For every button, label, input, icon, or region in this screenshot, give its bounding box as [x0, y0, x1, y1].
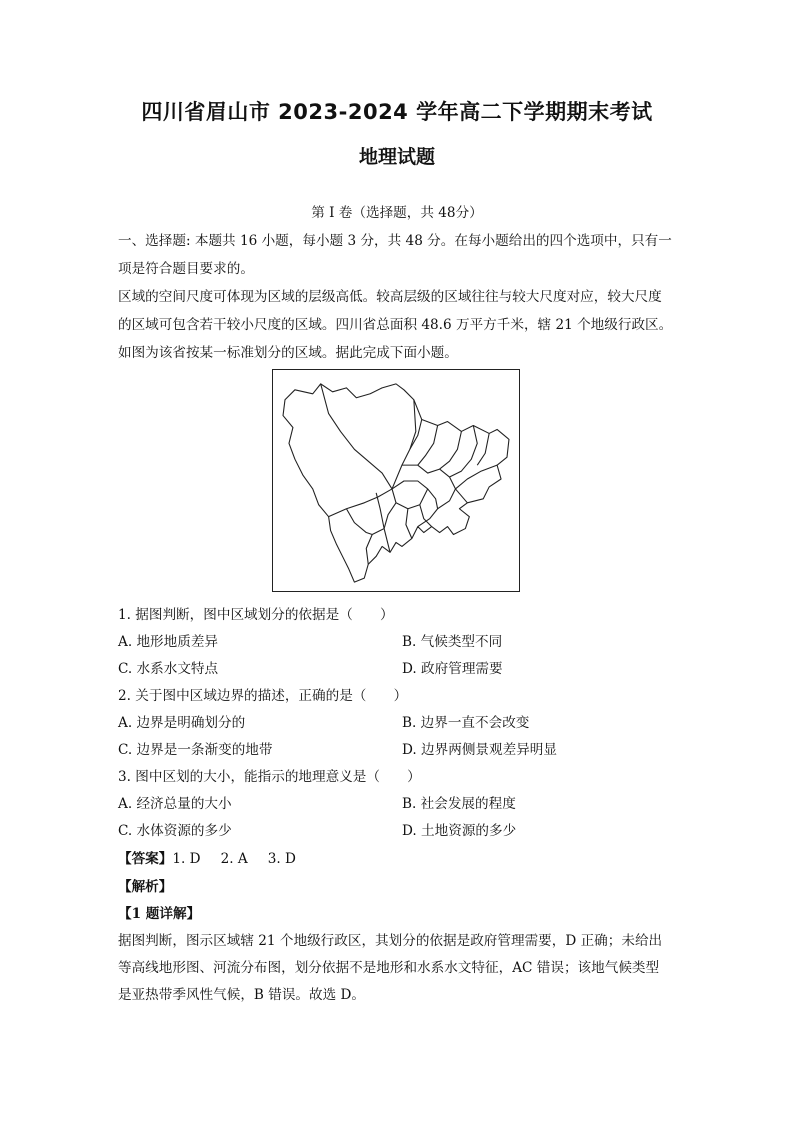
- question-1-option-d: D. 政府管理需要: [402, 661, 503, 677]
- question-2-option-c: C. 边界是一条渐变的地带: [118, 742, 273, 758]
- analysis-label: 【解析】: [118, 879, 173, 895]
- question-1-option-c: C. 水系水文特点: [118, 661, 219, 677]
- region-map-drawing: [273, 370, 519, 591]
- answer-label: 【答案】: [118, 851, 173, 867]
- analysis-q1-line-3: 是亚热带季风性气候，B 错误。故选 D。: [118, 987, 366, 1003]
- question-2-stem: 2. 关于图中区域边界的描述，正确的是（ ）: [118, 688, 408, 704]
- question-1-stem: 1. 据图判断，图中区域划分的依据是（ ）: [118, 607, 394, 623]
- answer-row: [118, 850, 296, 868]
- question-3-option-b: B. 社会发展的程度: [402, 796, 516, 812]
- question-1-option-b: B. 气候类型不同: [402, 634, 503, 650]
- question-3-stem: 3. 图中区划的大小，能指示的地理意义是（ ）: [118, 769, 421, 785]
- answer-item-3: 3. D: [267, 851, 296, 867]
- section-label: 第 I 卷（选择题，共 48分）: [311, 205, 483, 221]
- passage-line-3: 如图为该省按某一标准划分的区域。据此完成下面小题。: [118, 345, 458, 361]
- question-2-option-b: B. 边界一直不会改变: [402, 715, 530, 731]
- document-subtitle: 地理试题: [358, 146, 435, 168]
- analysis-q1-label: 【1 题详解】: [118, 906, 201, 922]
- answer-item-2: 2. A: [220, 851, 248, 867]
- instruction-line-2: 项是符合题目要求的。: [118, 261, 254, 277]
- answer-item-1: 1. D: [172, 851, 201, 867]
- question-3-option-d: D. 土地资源的多少: [402, 823, 517, 839]
- analysis-q1-line-1: 据图判断，图示区域辖 21 个地级行政区，其划分的依据是政府管理需要，D 正确；未给出: [118, 933, 663, 949]
- question-3-option-c: C. 水体资源的多少: [118, 823, 232, 839]
- analysis-q1-line-2: 等高线地形图、河流分布图，划分依据不是地形和水系水文特征，AC 错误；该地气候类型: [118, 960, 660, 976]
- document-title: 四川省眉山市 2023-2024 学年高二下学期期末考试: [141, 100, 653, 124]
- passage-line-1: 区域的空间尺度可体现为区域的层级高低。较高层级的区域往往与较大尺度对应，较大尺度: [118, 289, 662, 305]
- question-1-option-a: A. 地形地质差异: [118, 634, 219, 650]
- passage-line-2: 的区域可包含若干较小尺度的区域。四川省总面积 48.6 万平方千米，辖 21 个地级行政区。: [118, 317, 673, 333]
- instruction-line-1: 一、选择题: 本题共 16 小题，每小题 3 分，共 48 分。在每小题给出的四个选项中，只有一: [118, 233, 672, 249]
- question-2-option-a: A. 边界是明确划分的: [118, 715, 246, 731]
- question-3-option-a: A. 经济总量的大小: [118, 796, 232, 812]
- sichuan-region-map: [272, 369, 520, 592]
- question-2-option-d: D. 边界两侧景观差异明显: [402, 742, 557, 758]
